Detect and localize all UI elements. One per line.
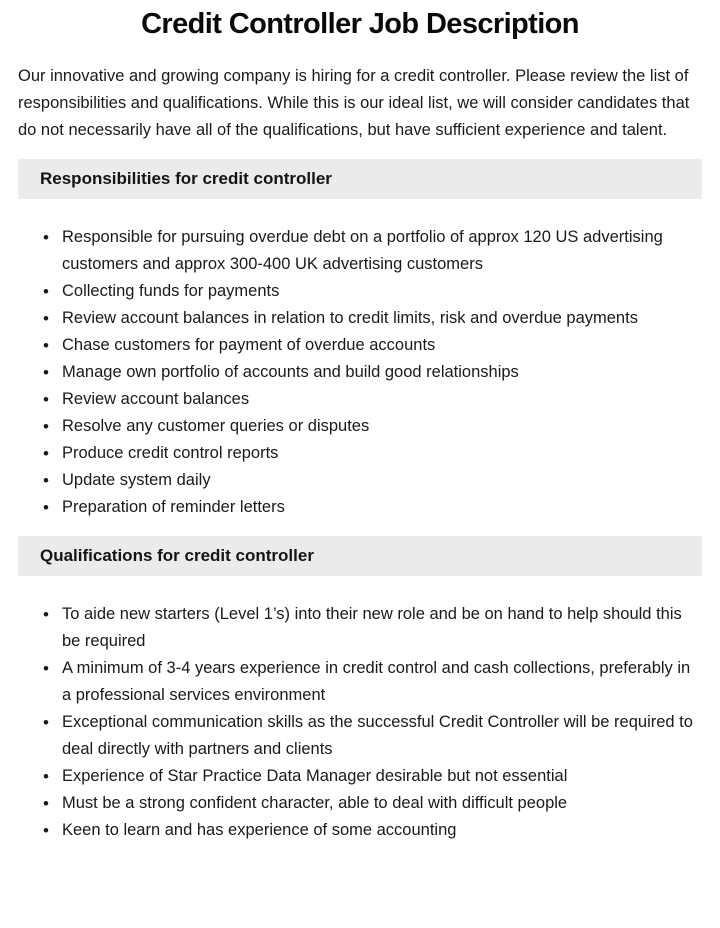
list-item: • Manage own portfolio of accounts and build good relationships <box>18 359 702 386</box>
list-item: • Exceptional communication skills as the successful Credit Controller will be required to deal directly with partners and clients <box>18 709 702 763</box>
responsibilities-heading-bar <box>18 159 702 199</box>
responsibilities-heading: Responsibilities for credit controller <box>40 169 332 188</box>
qualifications-heading-bar <box>18 536 702 576</box>
list-item: • Review account balances in relation to credit limits, risk and overdue payments <box>18 305 702 332</box>
list-item: • Update system daily <box>18 467 702 494</box>
list-item: • Responsible for pursuing overdue debt on a portfolio of approx 120 US advertising customers and approx 300-400 UK advertising customers <box>18 224 702 278</box>
list-item: • Must be a strong confident character, able to deal with difficult people <box>18 790 702 817</box>
responsibilities-section <box>0 159 720 521</box>
list-item: • A minimum of 3-4 years experience in credit control and cash collections, preferably in a professional services environment <box>18 655 702 709</box>
list-item: • To aide new starters (Level 1’s) into their new role and be on hand to help should this be required <box>18 601 702 655</box>
list-item: • Produce credit control reports <box>18 440 702 467</box>
list-item: • Keen to learn and has experience of some accounting <box>18 817 702 844</box>
list-item: • Experience of Star Practice Data Manager desirable but not essential <box>18 763 702 790</box>
responsibilities-list <box>18 224 702 521</box>
list-item: • Collecting funds for payments <box>18 278 702 305</box>
list-item: • Preparation of reminder letters <box>18 494 702 521</box>
page-title: Credit Controller Job Description <box>141 8 579 40</box>
list-item: • Review account balances <box>18 386 702 413</box>
intro-paragraph: Our innovative and growing company is hiring for a credit controller. Please review the list of responsibilities and qualifications. While this is our ideal list, we will consider candidates that do not necessarily have all of the qualifications, but have sufficient experience and talent. <box>18 67 690 139</box>
list-item: • Chase customers for payment of overdue accounts <box>18 332 702 359</box>
qualifications-list <box>18 601 702 844</box>
job-description-page <box>0 6 720 928</box>
list-item: • Resolve any customer queries or disputes <box>18 413 702 440</box>
qualifications-heading: Qualifications for credit controller <box>40 546 314 565</box>
qualifications-section <box>0 536 720 844</box>
